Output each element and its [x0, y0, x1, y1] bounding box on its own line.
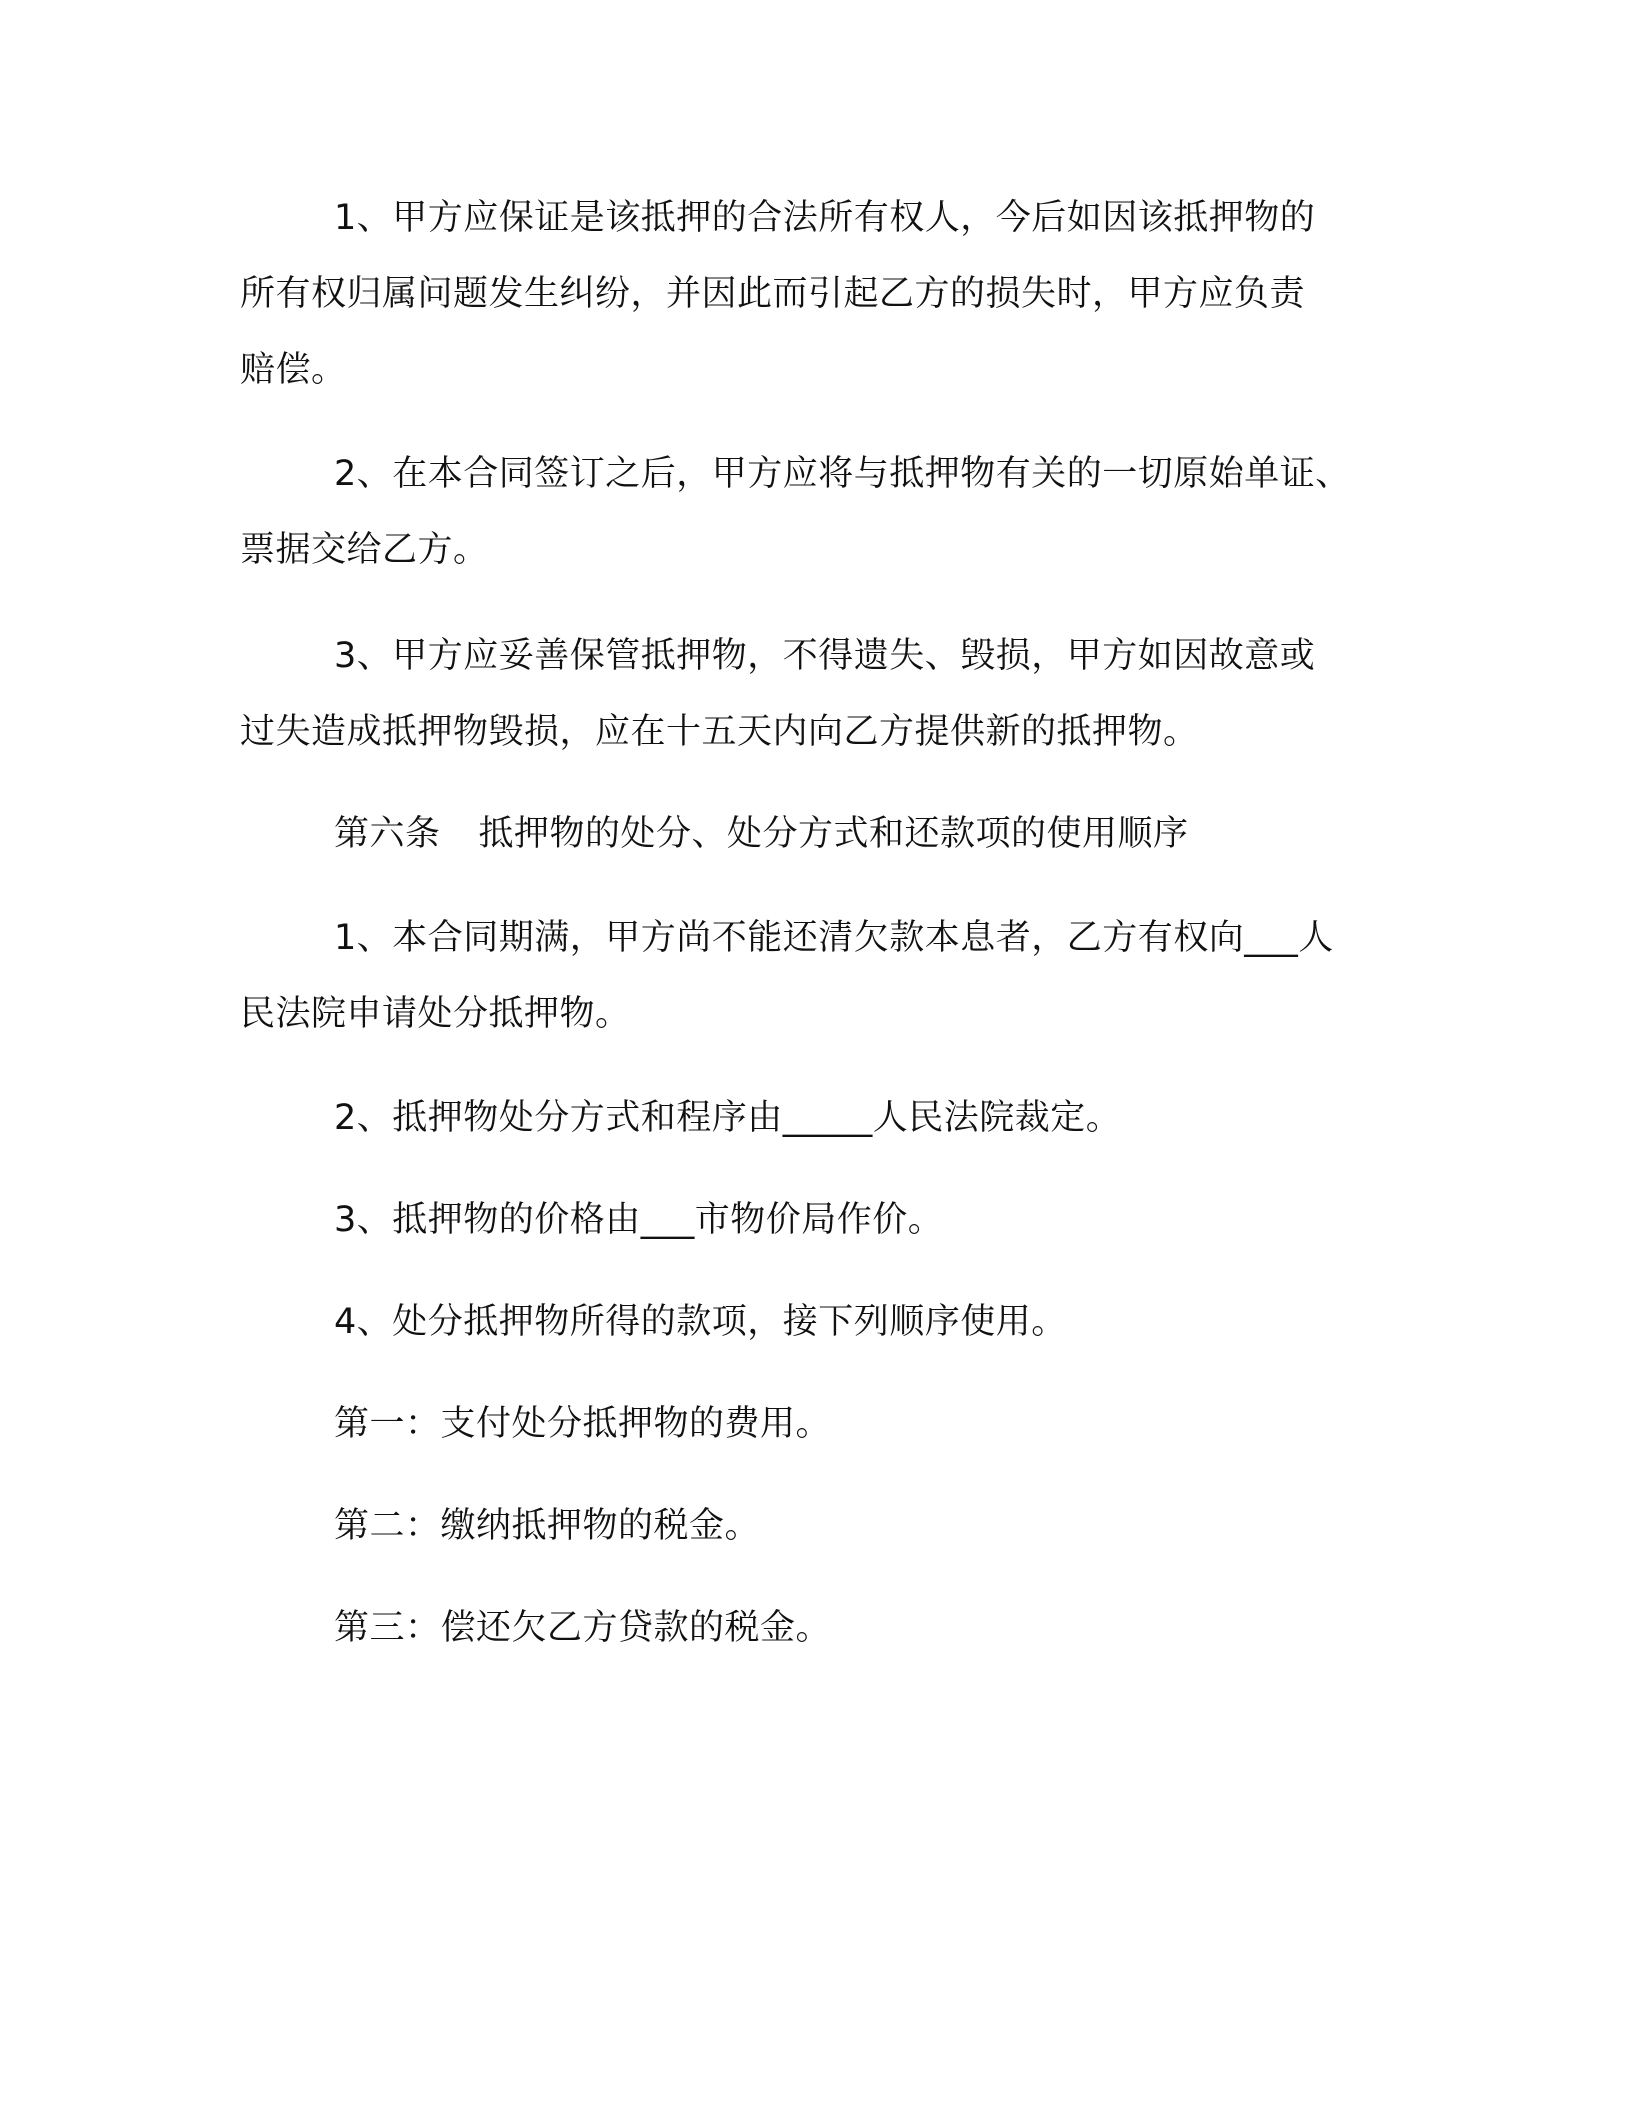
clause-3-line-2: 过失造成抵押物毁损，应在十五天内向乙方提供新的抵押物。: [240, 712, 1199, 752]
order-third: 第三：偿还欠乙方贷款的税金。: [334, 1608, 832, 1648]
order-second: 第二：缴纳抵押物的税金。: [334, 1506, 761, 1546]
clause-1-line-2: 所有权归属问题发生纠纷，并因此而引起乙方的损失时，甲方应负责: [240, 274, 1306, 314]
article-number: 第六条: [334, 814, 441, 854]
clause-1-line-1: 1、甲方应保证是该抵押的合法所有权人，今后如因该抵押物的: [334, 198, 1316, 238]
article-6-item-3: 3、抵押物的价格由___市物价局作价。: [334, 1200, 944, 1240]
clause-2-line-1: 2、在本合同签订之后，甲方应将与抵押物有关的一切原始单证、: [334, 454, 1351, 494]
article-6-item-4: 4、处分抵押物所得的款项，接下列顺序使用。: [334, 1302, 1067, 1342]
article-title: 抵押物的处分、处分方式和还款项的使用顺序: [478, 814, 1189, 854]
article-6-heading: [334, 812, 1189, 856]
article-6-item-2: 2、抵押物处分方式和程序由_____人民法院裁定。: [334, 1098, 1122, 1138]
article-6-item-1-line-1: 1、本合同期满，甲方尚不能还清欠款本息者，乙方有权向___人: [334, 918, 1334, 958]
order-first: 第一：支付处分抵押物的费用。: [334, 1404, 832, 1444]
article-6-item-1-line-2: 民法院申请处分抵押物。: [240, 994, 631, 1034]
clause-3-line-1: 3、甲方应妥善保管抵押物，不得遗失、毁损，甲方如因故意或: [334, 636, 1316, 676]
clause-1-line-3: 赔偿。: [240, 350, 347, 390]
clause-2-line-2: 票据交给乙方。: [240, 530, 489, 570]
